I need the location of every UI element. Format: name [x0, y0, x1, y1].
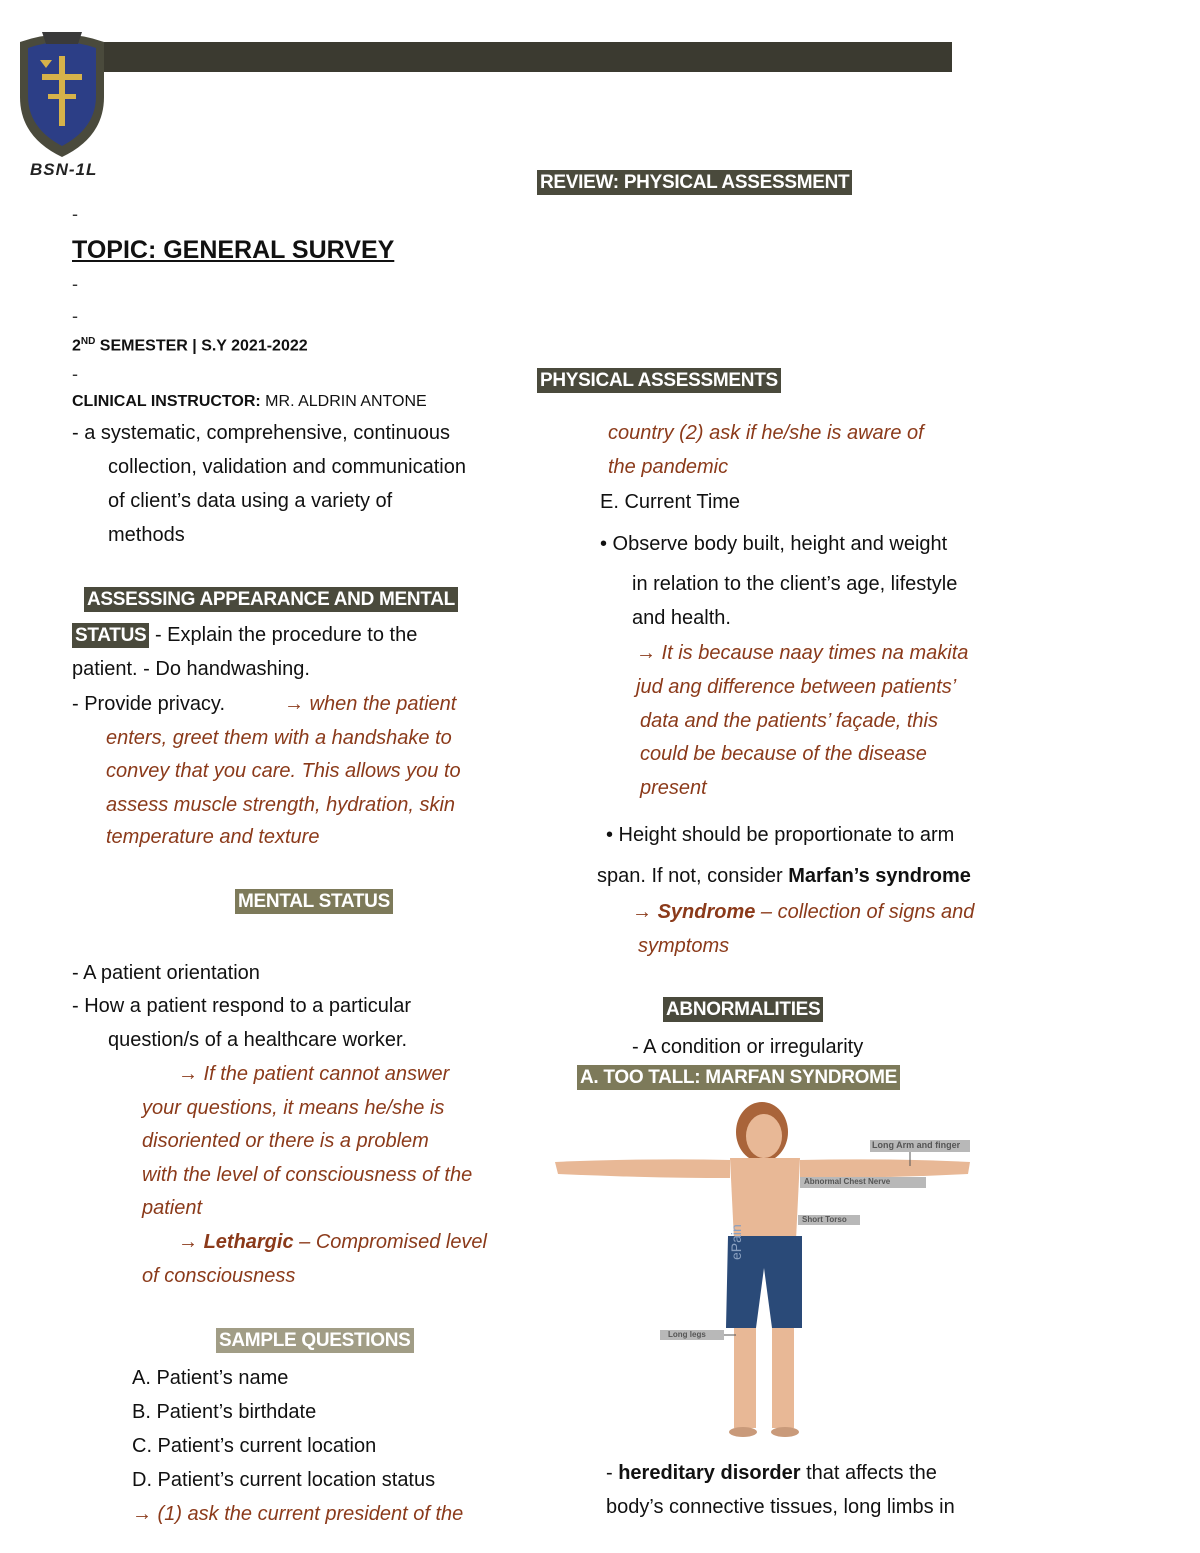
- figure-watermark: ePain: [728, 1224, 744, 1260]
- mental-status-heading: MENTAL STATUS: [235, 889, 393, 914]
- school-crest-logo: [12, 22, 112, 162]
- figure-label-chest: Abnormal Chest Nerve: [804, 1177, 891, 1186]
- observe-note: present: [640, 777, 707, 799]
- definition-line: collection, validation and communication: [108, 456, 466, 478]
- sample-question-item: B. Patient’s birthdate: [132, 1401, 317, 1423]
- lethargic-definition: of consciousness: [142, 1265, 296, 1287]
- abnormalities-heading: ABNORMALITIES: [663, 997, 823, 1022]
- observe-note: → It is because naay times na makita: [636, 642, 969, 664]
- clinical-instructor-line: CLINICAL INSTRUCTOR: MR. ALDRIN ANTONE: [72, 393, 427, 410]
- height-line: • Height should be proportionate to arm: [606, 824, 955, 846]
- privacy-note: enters, greet them with a handshake to: [106, 727, 452, 749]
- assessing-line: patient. - Do handwashing.: [72, 658, 310, 680]
- review-heading: REVIEW: PHYSICAL ASSESSMENT: [537, 170, 852, 195]
- country-note: country (2) ask if he/she is aware of: [608, 422, 924, 444]
- observe-line: in relation to the client’s age, lifestyle: [632, 573, 958, 595]
- mental-note: → If the patient cannot answer: [178, 1063, 450, 1085]
- definition-line: - a systematic, comprehensive, continuous: [72, 422, 450, 444]
- privacy-line: - Provide privacy. → when the patient: [72, 693, 457, 715]
- class-badge: BSN-1L: [30, 160, 98, 179]
- definition-line: of client’s data using a variety of: [108, 490, 393, 512]
- assessing-line: STATUS - Explain the procedure to the: [72, 618, 417, 653]
- figure-label-torso: Short Torso: [802, 1215, 847, 1224]
- current-time-item: E. Current Time: [600, 491, 741, 513]
- syndrome-definition: symptoms: [638, 935, 730, 957]
- sample-question-item: C. Patient’s current location: [132, 1435, 377, 1457]
- mental-line: question/s of a healthcare worker.: [108, 1029, 408, 1051]
- figure-label-legs: Long legs: [668, 1330, 706, 1339]
- dash-separator: -: [72, 306, 78, 326]
- mental-line: - How a patient respond to a particular: [72, 995, 412, 1017]
- observe-note: could be because of the disease: [640, 743, 927, 765]
- assessing-heading: ASSESSING APPEARANCE AND MENTAL: [84, 587, 458, 612]
- observe-note: data and the patients’ façade, this: [640, 710, 938, 732]
- sample-question-item: D. Patient’s current location status: [132, 1469, 436, 1491]
- sample-questions-heading: SAMPLE QUESTIONS: [216, 1328, 414, 1353]
- hereditary-line: - hereditary disorder that affects the: [606, 1462, 937, 1484]
- marfan-figure-image: [550, 1100, 980, 1440]
- mental-line: - A patient orientation: [72, 962, 260, 984]
- mental-note: patient: [142, 1197, 203, 1219]
- mental-note: your questions, it means he/she is: [142, 1097, 445, 1119]
- hereditary-line: body’s connective tissues, long limbs in: [606, 1496, 955, 1518]
- physical-assessments-heading: PHYSICAL ASSESSMENTS: [537, 368, 781, 393]
- topic-title: TOPIC: GENERAL SURVEY: [72, 236, 395, 264]
- semester-line: 2ND SEMESTER | S.Y 2021-2022: [72, 336, 308, 355]
- mental-note: with the level of consciousness of the: [142, 1164, 473, 1186]
- dash-separator: -: [72, 204, 78, 224]
- header-bar: [60, 42, 952, 72]
- lethargic-definition: → Lethargic – Compromised level: [178, 1231, 488, 1253]
- abnormalities-definition: - A condition or irregularity: [632, 1036, 864, 1058]
- observe-line: • Observe body built, height and weight: [600, 533, 948, 555]
- observe-note: jud ang difference between patients’: [636, 676, 957, 698]
- privacy-note: temperature and texture: [106, 826, 320, 848]
- assessing-heading-status: STATUS: [72, 623, 149, 648]
- observe-line: and health.: [632, 607, 731, 629]
- too-tall-heading: A. TOO TALL: MARFAN SYNDROME: [577, 1065, 900, 1090]
- mental-note: disoriented or there is a problem: [142, 1130, 429, 1152]
- country-note: the pandemic: [608, 456, 729, 478]
- dash-separator: -: [72, 274, 78, 294]
- figure-label-arm: Long Arm and finger: [872, 1140, 961, 1150]
- privacy-note: assess muscle strength, hydration, skin: [106, 794, 456, 816]
- height-line: span. If not, consider Marfan’s syndrome: [597, 865, 971, 887]
- dash-separator: -: [72, 364, 78, 384]
- sample-question-item: A. Patient’s name: [132, 1367, 289, 1389]
- syndrome-definition: → Syndrome – collection of signs and: [632, 901, 975, 923]
- sample-question-note: → (1) ask the current president of the: [132, 1503, 464, 1525]
- privacy-note: convey that you care. This allows you to: [106, 760, 461, 782]
- definition-line: methods: [108, 524, 185, 546]
